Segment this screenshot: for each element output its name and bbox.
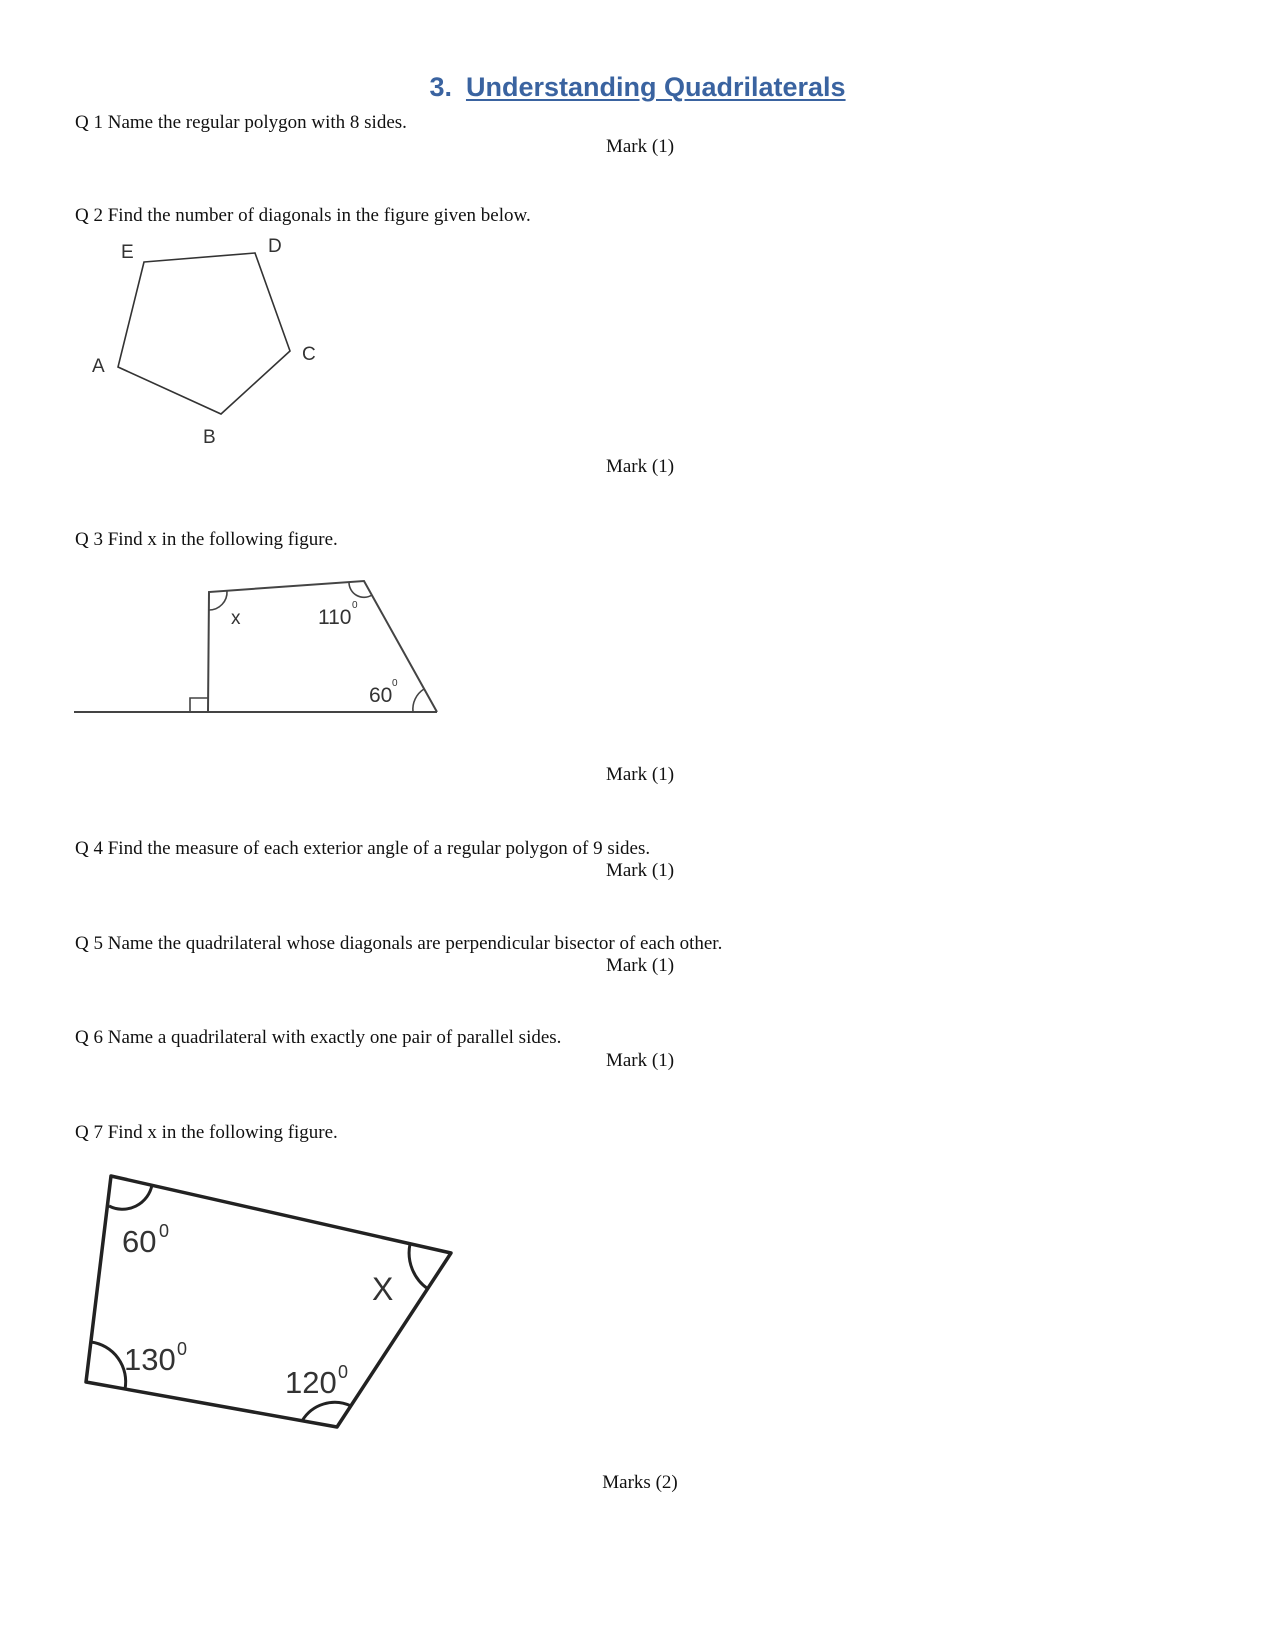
angle-arc-60	[109, 1185, 152, 1209]
angle-label-x: X	[372, 1271, 394, 1307]
angle-label-60: 60	[369, 684, 393, 707]
angle-degree-110: 0	[352, 600, 358, 611]
pentagon-shape	[118, 253, 290, 414]
vertex-label-c: C	[302, 344, 316, 365]
question-5: Q 5 Name the quadrilateral whose diagonals are perpendicular bisector of each other.	[75, 933, 723, 954]
angle-label-60: 60	[122, 1224, 157, 1259]
angle-label-x: x	[231, 608, 241, 629]
question-4-mark: Mark (1)	[605, 860, 675, 881]
question-6-mark: Mark (1)	[605, 1050, 675, 1071]
quadrilateral-shape-q7	[86, 1176, 451, 1427]
angle-arc-x	[209, 591, 227, 610]
chapter-number: 3.	[429, 72, 452, 102]
angle-degree-60: 0	[159, 1221, 170, 1241]
angle-degree-130: 0	[177, 1339, 188, 1359]
question-7-mark: Marks (2)	[602, 1472, 678, 1493]
question-5-mark: Mark (1)	[605, 955, 675, 976]
question-2-mark: Mark (1)	[605, 456, 675, 477]
angle-label-130: 130	[124, 1342, 176, 1377]
vertex-label-a: A	[92, 356, 105, 377]
question-6: Q 6 Name a quadrilateral with exactly one pair of parallel sides.	[75, 1027, 562, 1048]
question-3: Q 3 Find x in the following figure.	[75, 529, 338, 550]
angle-arc-130	[91, 1342, 126, 1389]
angle-degree-120: 0	[338, 1362, 349, 1382]
question-4: Q 4 Find the measure of each exterior angle of a regular polygon of 9 sides.	[75, 838, 651, 859]
page-title	[0, 72, 1275, 103]
chapter-title: Understanding Quadrilaterals	[465, 72, 846, 102]
angle-label-110: 110	[318, 606, 352, 629]
angle-arc-x	[409, 1244, 428, 1289]
angle-degree-60: 0	[392, 678, 398, 689]
question-3-mark: Mark (1)	[605, 764, 675, 785]
question-2: Q 2 Find the number of diagonals in the figure given below.	[75, 205, 531, 226]
question-1-mark: Mark (1)	[605, 136, 675, 157]
question-7: Q 7 Find x in the following figure.	[75, 1122, 338, 1143]
vertex-label-e: E	[121, 242, 134, 263]
angle-arc-60	[413, 689, 424, 712]
angle-label-120: 120	[285, 1365, 337, 1400]
quadrilateral-shape	[208, 581, 437, 712]
question-1: Q 1 Name the regular polygon with 8 sides.	[75, 112, 407, 133]
vertex-label-d: D	[268, 236, 282, 257]
vertex-label-b: B	[203, 427, 216, 448]
right-angle-marker	[190, 698, 208, 712]
